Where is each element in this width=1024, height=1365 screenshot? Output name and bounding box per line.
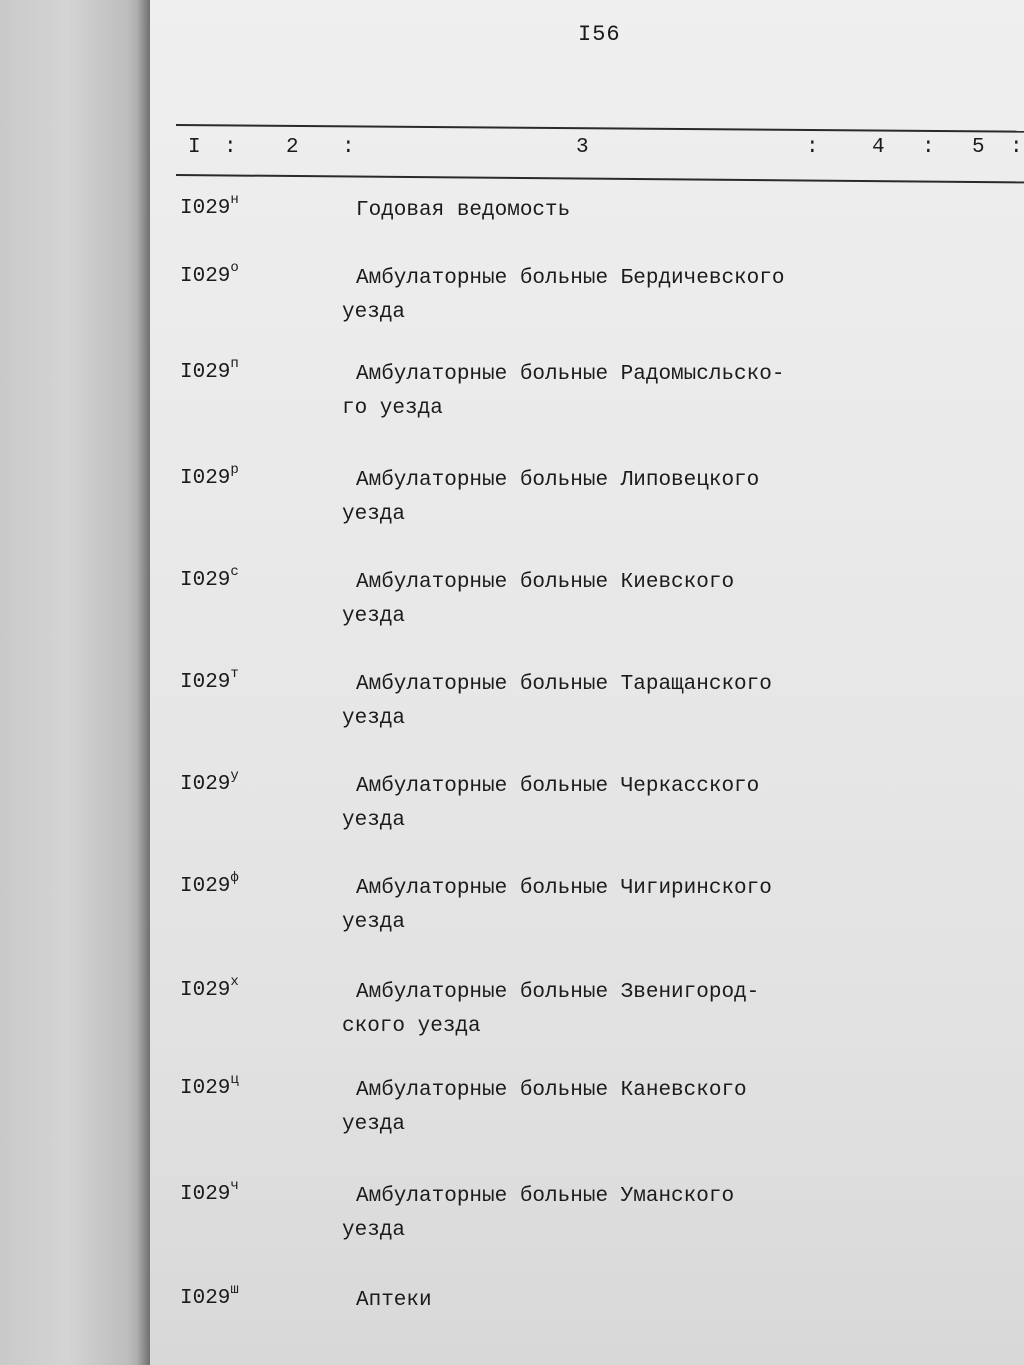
entry-code: $I029^н$ <box>180 192 239 220</box>
entry-description: Амбулаторные больные Черкасского уезда <box>342 775 760 832</box>
entry-code: $I029^ш$ <box>180 1282 239 1310</box>
header-sep-3: : <box>806 136 819 159</box>
entry-description: Амбулаторные больные Киевского уезда <box>342 571 735 628</box>
entry-description: Аптеки <box>356 1289 432 1312</box>
document-page <box>150 0 1024 1365</box>
header-col-5: 5 <box>972 136 985 159</box>
header-sep-2: : <box>342 136 355 159</box>
header-sep-1: : <box>224 136 237 159</box>
entry-description: Амбулаторные больные Звенигород- ского уезда <box>342 981 760 1038</box>
entry-description: Амбулаторные больные Уманского уезда <box>342 1185 735 1242</box>
header-col-4: 4 <box>872 136 885 159</box>
entry-code: $I029^ц$ <box>180 1072 239 1100</box>
entry-description: Амбулаторные больные Таращанского уезда <box>342 673 772 730</box>
entry-code: $I029^о$ <box>180 260 239 288</box>
entry-code: $I029^у$ <box>180 768 239 796</box>
entry-code: $I029^т$ <box>180 666 239 694</box>
header-sep-5: : <box>1010 136 1023 159</box>
header-col-2: 2 <box>286 136 299 159</box>
header-sep-4: : <box>922 136 935 159</box>
entry-code: $I029^ф$ <box>180 870 239 898</box>
entry-code: $I029^п$ <box>180 356 239 384</box>
header-col-3: 3 <box>576 136 589 159</box>
facing-page <box>0 0 150 1365</box>
header-rule-bottom <box>176 174 1024 183</box>
page-number: I56 <box>578 22 621 47</box>
entry-description: Амбулаторные больные Бердичевского уезда <box>342 267 785 324</box>
table-header <box>150 130 1024 170</box>
entry-description: Амбулаторные больные Липовецкого уезда <box>342 469 760 526</box>
entry-description: Амбулаторные больные Каневского уезда <box>342 1079 747 1136</box>
entry-description: Годовая ведомость <box>356 199 571 222</box>
entry-code: $I029^р$ <box>180 462 239 490</box>
entry-description: Амбулаторные больные Радомысльско- го уезда <box>342 363 785 420</box>
entry-code: $I029^ч$ <box>180 1178 239 1206</box>
entry-code: $I029^с$ <box>180 564 239 592</box>
entry-code: $I029^х$ <box>180 974 239 1002</box>
entry-description: Амбулаторные больные Чигиринского уезда <box>342 877 772 934</box>
header-col-1: I <box>188 136 201 159</box>
